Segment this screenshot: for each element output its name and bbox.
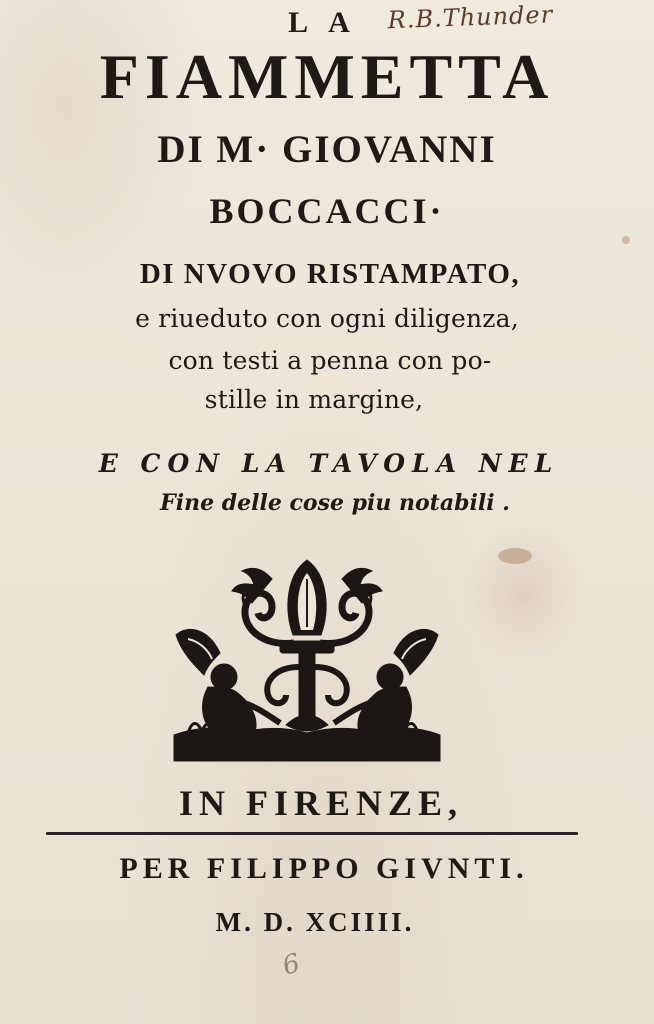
title-line-author-first: DI M· GIOVANNI <box>157 128 497 171</box>
title-line-la: LA <box>288 6 370 39</box>
imprint-rule <box>46 832 578 835</box>
foxing-spot <box>622 236 630 244</box>
fleur-de-lis-with-putti-icon <box>168 555 446 767</box>
owner-signature: R.B.Thunder <box>387 0 554 35</box>
subtitle-line-riveduto: e riueduto con ogni diligenza, <box>135 304 519 333</box>
subtitle-line-testi: con testi a penna con po- <box>168 346 492 375</box>
foxing-spot <box>498 548 532 564</box>
tavola-line: E CON LA TAVOLA NEL <box>98 449 560 478</box>
fine-line: Fine delle cose piu notabili . <box>160 490 510 516</box>
imprint-city: IN FIRENZE, <box>178 783 464 823</box>
imprint-printer: PER FILIPPO GIVNTI. <box>119 852 529 885</box>
subtitle-line-stille: stille in margine, <box>204 385 424 414</box>
imprint-date: M. D. XCIIII. <box>215 907 415 937</box>
title-line-author-last: BOCCACCI· <box>209 191 445 231</box>
subtitle-line-ristampato: DI NVOVO RISTAMPATO, <box>139 258 521 290</box>
title-line-fiammetta: FIAMMETTA <box>99 41 555 112</box>
pencil-mark: 6 <box>279 948 304 982</box>
